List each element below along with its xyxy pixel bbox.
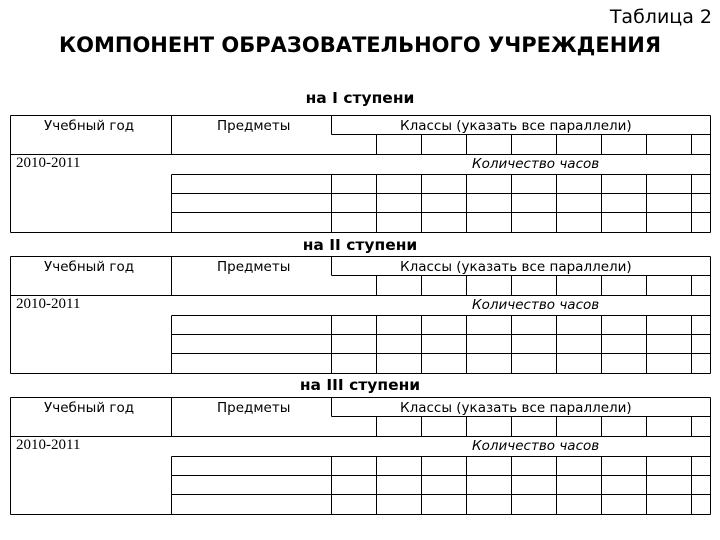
subjects-column-header: Предметы	[217, 118, 291, 134]
hours-header: Количество часов	[472, 438, 600, 454]
stage-title-1: на I ступени	[305, 89, 415, 107]
year-column-header: Учебный год	[44, 400, 135, 416]
year-column-header: Учебный год	[44, 118, 135, 134]
year-column-header: Учебный год	[44, 259, 135, 275]
table-number-label: Таблица 2	[609, 6, 712, 28]
stage-table-1	[10, 115, 711, 233]
classes-column-header: Классы (указать все параллели)	[400, 400, 632, 416]
subjects-column-header: Предметы	[217, 400, 291, 416]
page-title: КОМПОНЕНТ ОБРАЗОВАТЕЛЬНОГО УЧРЕЖДЕНИЯ	[58, 33, 662, 57]
stage-table-2	[10, 256, 711, 374]
hours-header: Количество часов	[472, 156, 600, 172]
classes-column-header: Классы (указать все параллели)	[400, 259, 632, 275]
classes-column-header: Классы (указать все параллели)	[400, 118, 632, 134]
academic-year-value: 2010-2011	[16, 155, 81, 171]
stage-table-3	[10, 397, 711, 515]
subjects-column-header: Предметы	[217, 259, 291, 275]
stage-title-3: на III ступени	[299, 376, 421, 394]
stage-title-2: на II ступени	[302, 236, 418, 254]
hours-header: Количество часов	[472, 297, 600, 313]
academic-year-value: 2010-2011	[16, 437, 81, 453]
academic-year-value: 2010-2011	[16, 296, 81, 312]
